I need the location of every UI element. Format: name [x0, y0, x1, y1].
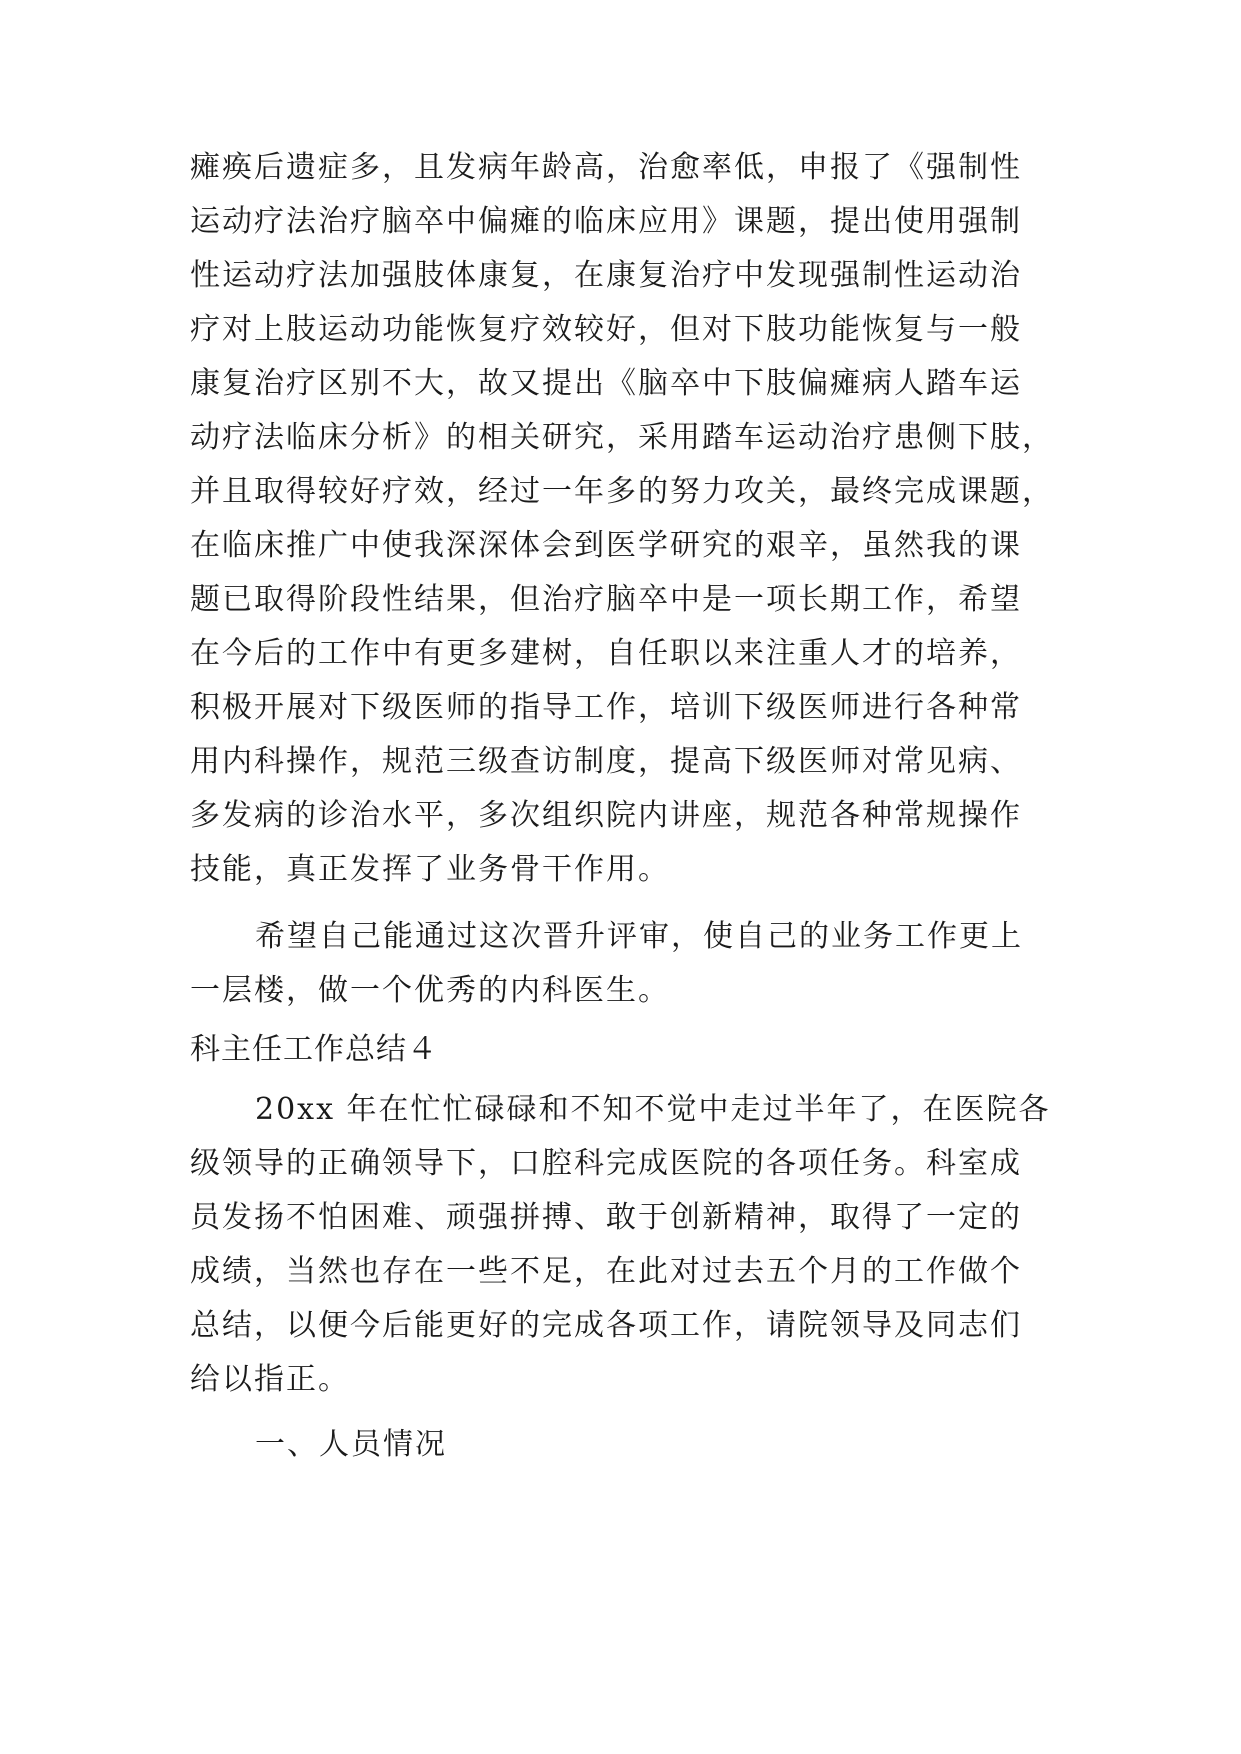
paragraph-line: 给以指正。 [190, 1362, 350, 1397]
paragraph-line: 20xx 年在忙忙碌碌和不知不觉中走过半年了，在医院各 [255, 1092, 1051, 1127]
paragraph-line: 技能，真正发挥了业务骨干作用。 [190, 852, 670, 887]
paragraph-line: 动疗法临床分析》的相关研究，采用踏车运动治疗患侧下肢， [190, 420, 1054, 455]
paragraph-line: 多发病的诊治水平，多次组织院内讲座，规范各种常规操作 [190, 798, 1022, 833]
paragraph-line: 康复治疗区别不大，故又提出《脑卒中下肢偏瘫病人踏车运 [190, 366, 1022, 401]
paragraph-line: 级领导的正确领导下，口腔科完成医院的各项任务。科室成 [190, 1146, 1022, 1181]
paragraph-line: 性运动疗法加强肢体康复，在康复治疗中发现强制性运动治 [190, 258, 1022, 293]
paragraph-line: 疗对上肢运动功能恢复疗效较好，但对下肢功能恢复与一般 [190, 312, 1022, 347]
paragraph-line: 总结，以便今后能更好的完成各项工作，请院领导及同志们 [190, 1308, 1022, 1343]
paragraph-line: 在临床推广中使我深深体会到医学研究的艰辛，虽然我的课 [190, 528, 1022, 563]
paragraph-line: 积极开展对下级医师的指导工作，培训下级医师进行各种常 [190, 690, 1022, 725]
paragraph-line: 员发扬不怕困难、顽强拼搏、敢于创新精神，取得了一定的 [190, 1200, 1022, 1235]
paragraph-line: 用内科操作，规范三级查访制度，提高下级医师对常见病、 [190, 744, 1022, 779]
paragraph-line: 题已取得阶段性结果，但治疗脑卒中是一项长期工作，希望 [190, 582, 1022, 617]
paragraph-line: 瘫痪后遗症多，且发病年龄高，治愈率低，申报了《强制性 [190, 150, 1022, 185]
paragraph-line: 运动疗法治疗脑卒中偏瘫的临床应用》课题，提出使用强制 [190, 204, 1022, 239]
paragraph-line: 在今后的工作中有更多建树，自任职以来注重人才的培养， [190, 636, 1022, 671]
subheading: 一、人员情况 [255, 1427, 447, 1462]
paragraph-line: 一层楼，做一个优秀的内科医生。 [190, 973, 670, 1008]
paragraph-line: 并且取得较好疗效，经过一年多的努力攻关，最终完成课题， [190, 474, 1054, 509]
section-title: 科主任工作总结４ [190, 1032, 438, 1067]
paragraph-line: 希望自己能通过这次晋升评审，使自己的业务工作更上 [255, 919, 1023, 954]
paragraph-line: 成绩，当然也存在一些不足，在此对过去五个月的工作做个 [190, 1254, 1022, 1289]
